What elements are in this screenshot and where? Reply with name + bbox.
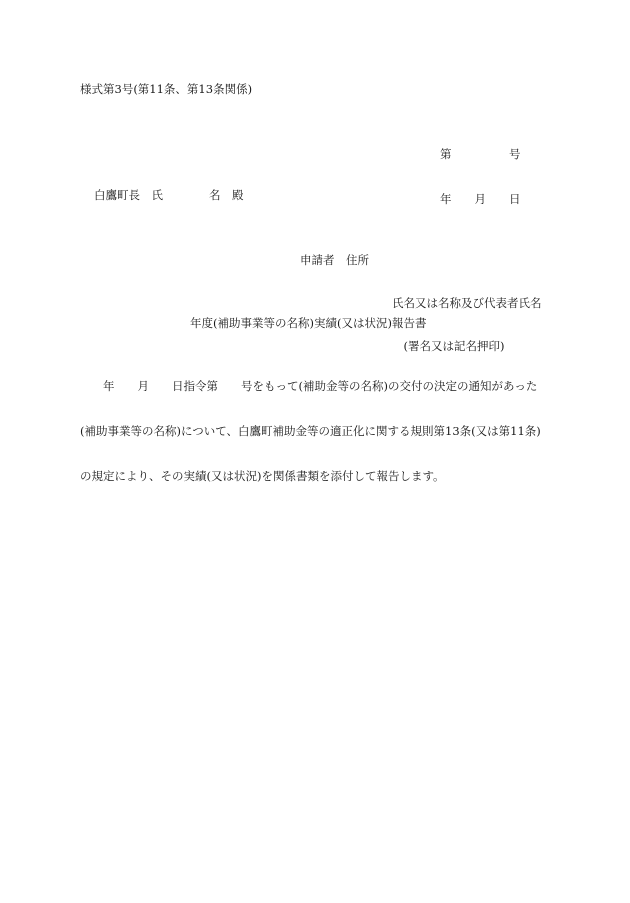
body-line: 年 月 日指令第 号をもって(補助金等の名称)の交付の決定の通知があった — [80, 379, 538, 393]
document-title: 年度(補助事業等の名称)実績(又は状況)報告書 — [190, 316, 427, 330]
body-text — [80, 358, 541, 505]
date-line: 年 月 日 — [440, 192, 521, 206]
document-number-line: 第 号 — [440, 147, 521, 161]
addressee: 白鷹町長 氏 名 殿 — [94, 188, 244, 202]
form-number: 様式第3号(第11条、第13条関係) — [80, 82, 253, 96]
applicant-name-line: 氏名又は名称及び代表者氏名 — [300, 296, 542, 310]
document-number-block — [440, 126, 521, 228]
body-line: (補助事業等の名称)について、白鷹町補助金等の適正化に関する規則第13条(又は第11条) — [80, 424, 541, 438]
applicant-block — [300, 232, 542, 373]
body-line: の規定により、その実績(又は状況)を関係書類を添付して報告します。 — [80, 469, 445, 483]
applicant-address-line: 申請者 住所 — [300, 253, 369, 267]
applicant-seal-line: (署名又は記名押印) — [300, 339, 505, 353]
